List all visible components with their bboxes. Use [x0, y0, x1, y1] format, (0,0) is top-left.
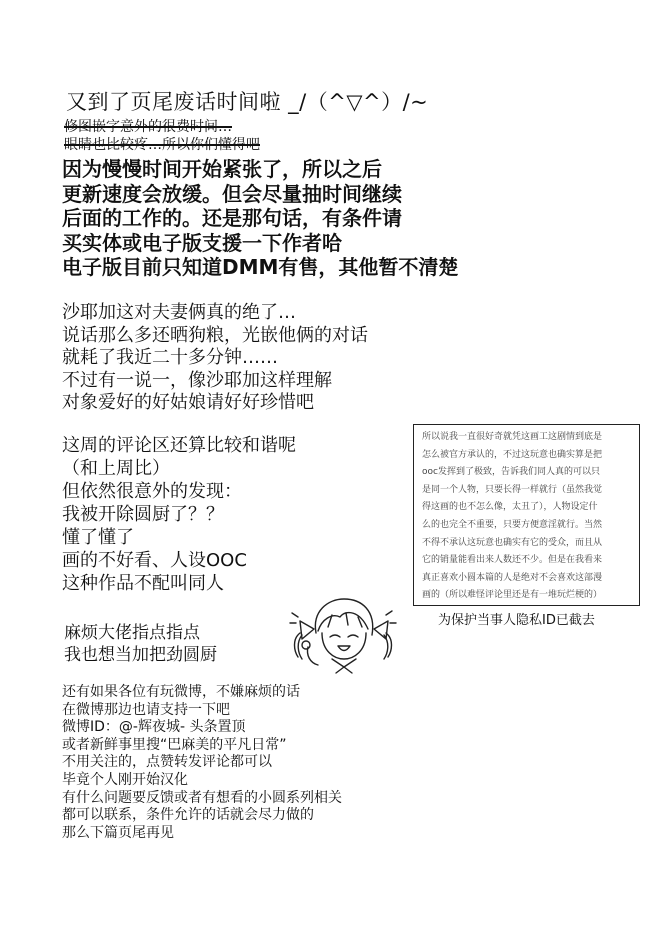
text-line: 这种作品不配叫同人 — [62, 573, 224, 594]
paragraph-comment-section — [62, 434, 296, 595]
quoted-comment-screenshot — [413, 424, 640, 606]
text-line: 在微博那边也请支持一下吧 — [62, 701, 230, 718]
quote-line: 画的（所以难怪评论里还是有一堆玩烂梗的） — [422, 590, 603, 601]
text-line: 电子版目前只知道DMM有售，其他暂不清楚 — [62, 255, 459, 279]
text-line: 我被开除圆厨了？？ — [62, 504, 224, 525]
text-line: 毕竟个人刚开始汉化 — [62, 771, 188, 788]
text-line: 还有如果各位有玩微博，不嫌麻烦的话 — [62, 684, 300, 700]
quote-line: 所以说我一直很好奇就凭这画工这剧情到底是 — [422, 432, 603, 442]
paragraph-update-notice — [62, 157, 458, 280]
text-line: 沙耶加这对夫妻俩真的绝了… — [62, 302, 296, 323]
text-line: 都可以联系，条件允许的话就会尽力做的 — [62, 807, 314, 824]
text-line: 那么下篇页尾再见 — [62, 824, 174, 841]
text-line: 或者新鲜事里搜“巴麻美的平凡日常” — [62, 736, 287, 753]
struck-line-2: 眼睛也比较疼…所以你们懂得吧 — [64, 137, 260, 153]
text-line: 不用关注的，点赞转发评论都可以 — [62, 754, 272, 771]
paragraph-request — [64, 622, 217, 666]
chibi-mascot-illustration — [288, 593, 398, 675]
text-line: 但依然很意外的发现： — [62, 481, 242, 502]
quote-line: 是同一个人物，只要长得一样就行（虽然我觉 — [422, 484, 603, 495]
text-line: 不过有一说一，像沙耶加这样理解 — [62, 369, 332, 391]
quote-line: 不得不承认这玩意也确实有它的受众，而且从 — [422, 537, 603, 548]
page-title: 又到了页尾废话时间啦 _/（^▽^）/~ — [66, 90, 429, 114]
quote-line: 怎么被官方承认的，不过这玩意也确实算是把 — [422, 449, 603, 460]
text-line: 这周的评论区还算比较和谐呢 — [62, 435, 296, 456]
text-line: （和上周比） — [62, 458, 170, 479]
quote-line: 它的销量能看出来人数还不少。但是在我看来 — [422, 555, 603, 566]
text-line: 后面的工作的。还是那句话，有条件请 — [62, 206, 402, 230]
struck-line-1: 修图嵌字意外的很费时间… — [64, 119, 232, 135]
quote-line: ooc发挥到了极致，告诉我们同人真的可以只 — [422, 467, 600, 478]
quote-line: 真正喜欢小圆本篇的人是绝对不会喜欢这部漫 — [422, 572, 603, 583]
text-line: 画的不好看、人设OOC — [62, 550, 247, 571]
text-line: 我也想当加把劲圆厨 — [64, 645, 217, 665]
text-line: 说话那么多还晒狗粮，光嵌他俩的对话 — [62, 324, 368, 346]
paragraph-weibo-info — [62, 684, 342, 842]
text-line: 就耗了我近二十多分钟…… — [62, 347, 278, 368]
text-line: 有什么问题要反馈或者有想看的小圆系列相关 — [62, 789, 342, 806]
text-line: 微博ID：@-辉夜城- 头条置顶 — [62, 719, 246, 736]
text-line: 麻烦大佬指点指点 — [64, 623, 200, 643]
text-line: 懂了懂了 — [62, 527, 134, 548]
text-line: 买实体或电子版支援一下作者哈 — [62, 230, 342, 255]
paragraph-sayaka-comment — [62, 302, 368, 415]
quote-line: 得这画的也不怎么像，太丑了），人物设定什 — [422, 502, 598, 513]
text-line: 因为慢慢时间开始紧张了，所以之后 — [62, 157, 382, 181]
text-line: 更新速度会放缓。但会尽量抽时间继续 — [62, 181, 402, 206]
text-line: 对象爱好的好姑娘请好好珍惜吧 — [62, 392, 314, 413]
privacy-caption: 为保护当事人隐私ID已截去 — [438, 613, 595, 628]
quote-line: 么的也完全不重要，只要方便意淫就行。当然 — [422, 519, 603, 530]
